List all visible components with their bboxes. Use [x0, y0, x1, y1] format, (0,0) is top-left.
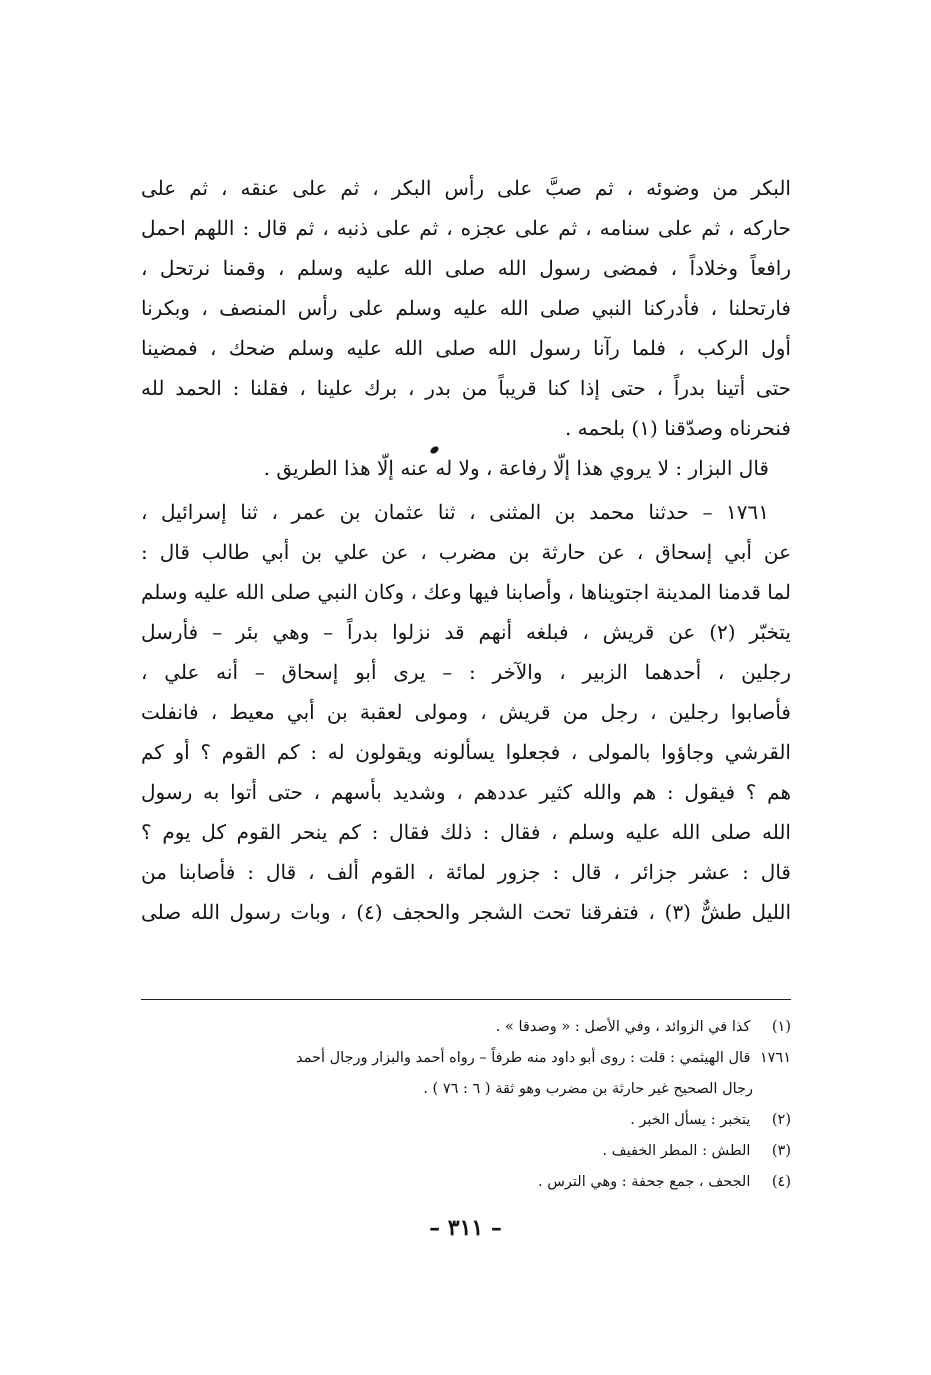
footnote	[141, 1043, 791, 1074]
body-line: هم ؟ فيقول : هم والله كثير عددهم ، وشديد بأسهم ، حتى أتوا به رسول	[141, 780, 791, 804]
body-line: البكر من وضوئه ، ثم صبَّ على رأس البكر ، ثم على عنقه ، ثم على	[141, 176, 791, 200]
body-line: قال البزار : لا يروي هذا إلّا رفاعة ، ولا له عنه إلّا هذا الطريق .	[263, 456, 769, 480]
main-text	[141, 168, 791, 932]
body-line: عن أبي إسحاق ، عن حارثة بن مضرب ، عن علي بن أبي طالب قال :	[141, 540, 791, 564]
footnote-number: ١٧٦١	[759, 1050, 791, 1066]
footnote-text: الجحف ، جمع جحفة : وهي الترس .	[538, 1174, 751, 1190]
body-line: لما قدمنا المدينة اجتويناها ، وأصابنا فيها وعك ، وكان النبي صلى الله عليه وسلم	[141, 580, 791, 604]
body-line: رجلين ، أحدهما الزبير ، والآخر : – يرى أبو إسحاق – أنه علي ،	[141, 660, 791, 684]
body-line: فنحرناه وصدّقنا (١) بلحمه .	[564, 416, 791, 440]
body-line: يتخبّر (٢) عن قريش ، فبلغه أنهم قد نزلوا بدراً – وهي بئر – فأرسل	[141, 620, 791, 644]
body-line: حتى أتينا بدراً ، حتى إذا كنا قريباً من بدر ، برك علينا ، فقلنا : الحمد لله	[141, 376, 791, 400]
footnote-number: (٤)	[771, 1174, 791, 1190]
footnote-text: رجال الصحيح غير حارثة بن مضرب وهو ثقة ( ٦ : ٧٦ ) .	[423, 1081, 753, 1097]
body-line: أول الركب ، فلما رآنا رسول الله صلى الله عليه وسلم ضحك ، فمضينا	[141, 336, 791, 360]
body-line: فارتحلنا ، فأدركنا النبي صلى الله عليه وسلم على رأس المنصف ، وبكرنا	[141, 296, 791, 320]
footnotes	[141, 1012, 791, 1198]
footnote-text: كذا في الزوائد ، وفي الأصل : « وصدقا » .	[495, 1019, 751, 1035]
footnote	[141, 1105, 791, 1136]
body-line: قال : عشر جزائر ، قال : جزور لمائة ، القوم ألف ، قال : فأصابنا من	[141, 860, 791, 884]
footnote	[141, 1167, 791, 1198]
footnote	[141, 1012, 791, 1043]
footnote-number: (٣)	[771, 1143, 791, 1159]
body-line: رافعاً وخلاداً ، فمضى رسول الله صلى الله عليه وسلم ، وقمنا نرتحل ،	[141, 256, 791, 280]
body-line: القرشي وجاؤوا بالمولى ، فجعلوا يسألونه ويقولون له : كم القوم ؟ أو كم	[141, 740, 791, 764]
body-line: الليل طشٌّ (٣) ، فتفرقنا تحت الشجر والحجف (٤) ، وبات رسول الله صلى	[141, 900, 791, 924]
body-line: فأصابوا رجلين ، رجل من قريش ، ومولى لعقبة بن أبي معيط ، فانفلت	[141, 700, 791, 724]
body-line: الله صلى الله عليه وسلم ، فقال : ذلك فقال : كم ينحر القوم كل يوم ؟	[141, 820, 791, 844]
page-number: – ٣١١ –	[429, 1215, 502, 1241]
body-line: حاركه ، ثم على سنامه ، ثم على عجزه ، ثم على ذنبه ، ثم قال : اللهم احمل	[141, 216, 791, 240]
footnote-text: يتخبر : يسأل الخبر .	[630, 1112, 751, 1128]
hadith-number-line: ١٧٦١ – حدثنا محمد بن المثنى ، ثنا عثمان بن عمر ، ثنا إسرائيل ،	[141, 500, 769, 524]
footnote-number: (٢)	[771, 1112, 791, 1128]
footnote-text: قال الهيثمي : قلت : روى أبو داود منه طرفاً – رواه أحمد والبزار ورجال أحمد	[295, 1050, 751, 1066]
footnote-separator	[141, 999, 791, 1000]
footnote-text: الطش : المطر الخفيف .	[602, 1143, 751, 1159]
footnote-number: (١)	[771, 1019, 791, 1035]
footnote-continuation	[141, 1074, 791, 1105]
footnote	[141, 1136, 791, 1167]
